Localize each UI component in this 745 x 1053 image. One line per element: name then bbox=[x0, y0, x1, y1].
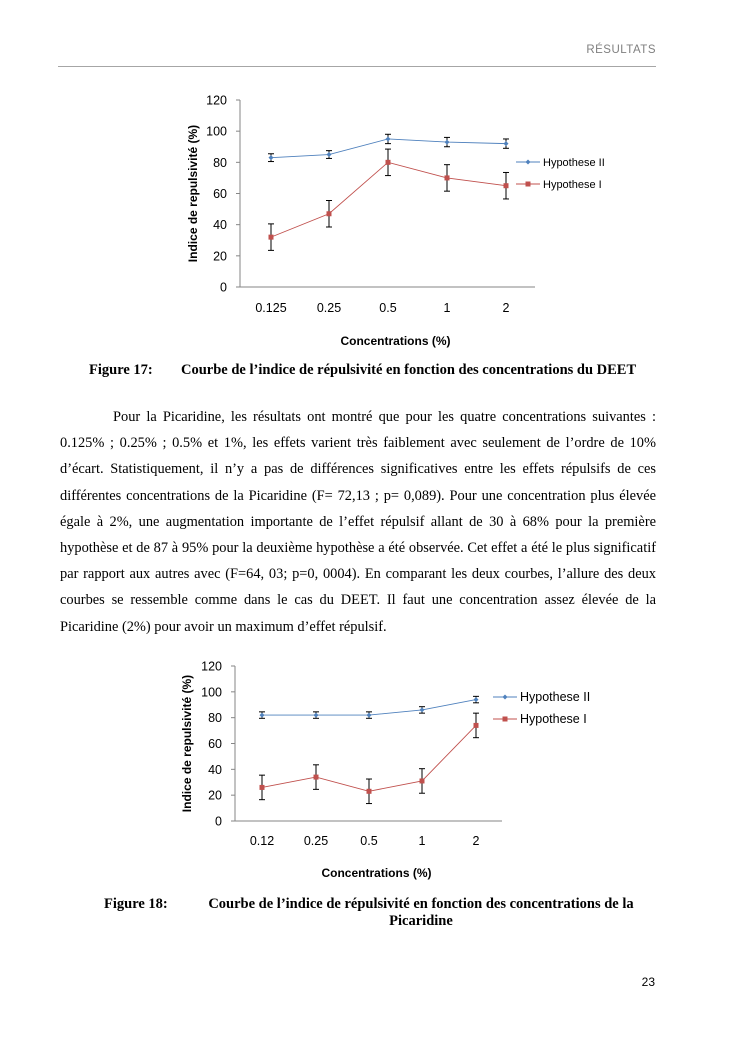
legend-label: Hypothese II bbox=[543, 157, 605, 169]
page-number: 23 bbox=[641, 975, 655, 989]
legend-marker bbox=[503, 695, 508, 700]
legend-label: Hypothese II bbox=[520, 690, 591, 704]
data-point bbox=[269, 235, 274, 240]
x-tick-label: 1 bbox=[443, 301, 451, 315]
chart-1-svg bbox=[0, 655, 745, 890]
y-tick-label: 0 bbox=[220, 280, 227, 295]
chart-0-svg bbox=[0, 85, 745, 350]
data-point bbox=[504, 141, 509, 146]
data-point bbox=[420, 707, 425, 712]
data-point bbox=[269, 155, 274, 160]
figure-18-caption bbox=[0, 896, 745, 936]
y-tick-label: 120 bbox=[201, 659, 222, 674]
data-point bbox=[386, 136, 391, 141]
y-tick-label: 40 bbox=[213, 218, 227, 233]
figure-17-caption-text: Courbe de l’indice de répulsivité en fonction des concentrations du DEET bbox=[181, 362, 637, 378]
y-tick-label: 80 bbox=[213, 155, 227, 170]
figure-18-caption-text: Courbe de l’indice de répulsivité en fonction des concentrations de la Picaridine bbox=[208, 896, 634, 929]
x-axis-title: Concentrations (%) bbox=[321, 866, 432, 880]
y-tick-label: 120 bbox=[206, 93, 227, 108]
data-point bbox=[445, 140, 450, 145]
x-tick-label: 0.125 bbox=[255, 301, 287, 315]
data-point bbox=[260, 713, 265, 718]
y-tick-label: 80 bbox=[208, 711, 222, 726]
x-tick-label: 0.12 bbox=[249, 834, 275, 848]
figure-17-caption bbox=[0, 362, 745, 384]
data-point bbox=[504, 183, 509, 188]
data-point bbox=[327, 152, 332, 157]
data-point bbox=[367, 713, 372, 718]
y-tick-label: 40 bbox=[208, 762, 222, 777]
data-point bbox=[386, 160, 391, 165]
y-tick-label: 60 bbox=[213, 187, 227, 201]
figure-17-number: Figure 17: bbox=[89, 362, 153, 378]
y-tick-label: 0 bbox=[215, 814, 222, 829]
data-point bbox=[420, 778, 425, 783]
x-tick-label: 0.25 bbox=[316, 301, 342, 315]
figure-18-number: Figure 18: bbox=[104, 896, 168, 912]
x-tick-label: 0.25 bbox=[303, 834, 329, 848]
legend-marker bbox=[526, 182, 531, 187]
x-tick-label: 2 bbox=[472, 834, 480, 848]
figure-17-chart bbox=[0, 85, 745, 350]
data-point bbox=[260, 785, 265, 790]
section-title: RÉSULTATS bbox=[586, 44, 656, 56]
data-point bbox=[314, 713, 319, 718]
data-point bbox=[367, 789, 372, 794]
data-point bbox=[314, 775, 319, 780]
x-tick-label: 0.5 bbox=[360, 834, 378, 848]
x-tick-label: 1 bbox=[418, 834, 426, 848]
legend-marker bbox=[526, 160, 531, 165]
y-axis-title: Indice de repulsivité (%) bbox=[186, 124, 200, 263]
legend-label: Hypothese I bbox=[543, 179, 602, 191]
y-tick-label: 20 bbox=[213, 249, 227, 264]
page-header bbox=[58, 44, 656, 67]
figure-18-chart bbox=[0, 655, 745, 890]
data-point bbox=[474, 697, 479, 702]
x-tick-label: 0.5 bbox=[379, 301, 397, 315]
legend-marker bbox=[503, 717, 508, 722]
x-tick-label: 2 bbox=[502, 301, 510, 315]
data-point bbox=[327, 211, 332, 216]
body-paragraph: Pour la Picaridine, les résultats ont montré que pour les quatre concentrations suivantes : 0.125% ; 0.25% ; 0.5% et 1%, les effets varient très faiblement avec seulement de l’ordre de 10% d’écart. Statistiquement, il n’y a pas de différences significatives entre les effets répulsifs de ces différentes concentrations de la Picaridine (F= 72,13 ; p= 0,089). Pour une concentration plus élevée égale à 2%, une augmentation importante de l’effet répulsif allant de 30 à 68% pour la première hypothèse et de 87 à 95% pour la deuxième hypothèse a été observée. Cet effet a été le plus significatif par rapport aux autres avec (F=64, 03; p=0, 0004). En comparant les deux courbes, l’allure des deux courbes se ressemble comme dans le cas du DEET. Il faut une concentration assez élevée de la Picaridine (2%) pour avoir un maximum d’effet répulsif. bbox=[60, 409, 656, 635]
x-axis-title: Concentrations (%) bbox=[340, 334, 451, 348]
y-tick-label: 20 bbox=[208, 788, 222, 803]
y-axis-title: Indice de repulsivité (%) bbox=[180, 674, 194, 813]
y-tick-label: 100 bbox=[201, 685, 222, 700]
data-point bbox=[445, 175, 450, 180]
data-point bbox=[474, 723, 479, 728]
y-tick-label: 100 bbox=[206, 124, 227, 139]
legend-label: Hypothese I bbox=[520, 712, 587, 726]
y-tick-label: 60 bbox=[208, 737, 222, 751]
